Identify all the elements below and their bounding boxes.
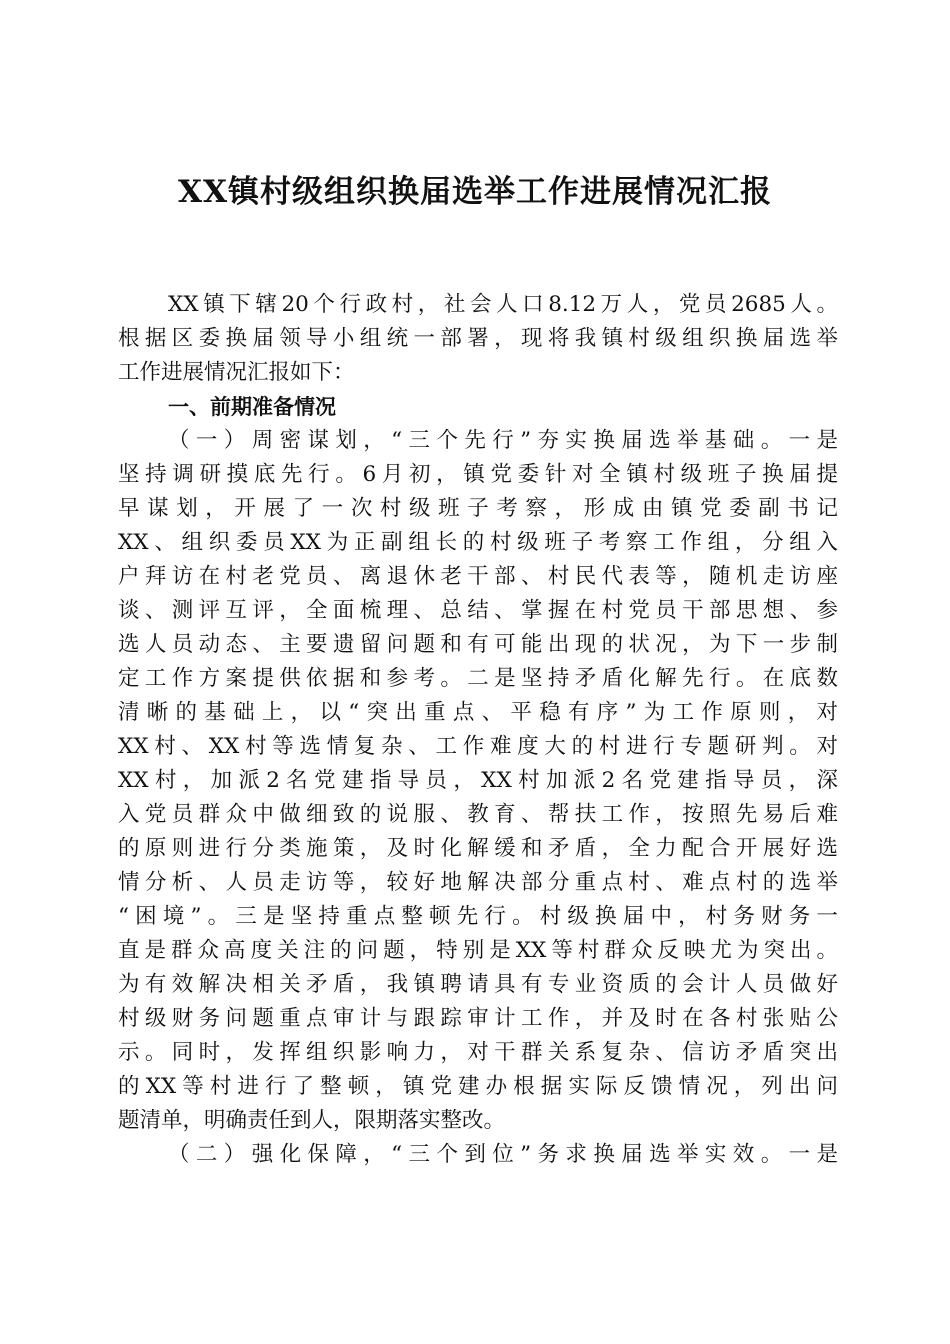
paragraph-1-line-3: 早谋划，开展了一次村级班子考察，形成由镇党委副书记 bbox=[118, 496, 838, 521]
paragraph-2-line-1: （二）强化保障，“三个到位”务求换届选举实效。一是 bbox=[168, 1142, 838, 1167]
paragraph-1-line-11: XX村，加派2名党建指导员，XX村加派2名党建指导员，深 bbox=[118, 768, 838, 793]
paragraph-1-line-19: 示。同时，发挥组织影响力，对干群关系复杂、信访矛盾突出 bbox=[118, 1040, 838, 1065]
paragraph-1-line-14: 情分析、人员走访等，较好地解决部分重点村、难点村的选举 bbox=[118, 870, 838, 895]
paragraph-1-line-18: 村级财务问题重点审计与跟踪审计工作，并及时在各村张贴公 bbox=[118, 1006, 838, 1031]
paragraph-intro-line-3: 工作进展情况汇报如下： bbox=[118, 360, 355, 385]
paragraph-1-line-5: 户拜访在村老党员、离退休老干部、村民代表等，随机走访座 bbox=[118, 564, 838, 589]
paragraph-1-line-6: 谈、测评互评，全面梳理、总结、掌握在村党员干部思想、参 bbox=[118, 598, 838, 623]
paragraph-1-line-9: 清晰的基础上，以“突出重点、平稳有序”为工作原则，对 bbox=[118, 700, 838, 725]
paragraph-1-line-1: （一）周密谋划，“三个先行”夯实换届选举基础。一是 bbox=[168, 428, 838, 453]
paragraph-1-line-12: 入党员群众中做细致的说服、教育、帮扶工作，按照先易后难 bbox=[118, 802, 838, 827]
section-heading-1: 一、前期准备情况 bbox=[168, 395, 336, 419]
paragraph-1-line-17: 为有效解决相关矛盾，我镇聘请具有专业资质的会计人员做好 bbox=[118, 972, 838, 997]
paragraph-1-line-2: 坚持调研摸底先行。6月初，镇党委针对全镇村级班子换届提 bbox=[118, 462, 838, 487]
paragraph-1-line-7: 选人员动态、主要遗留问题和有可能出现的状况，为下一步制 bbox=[118, 632, 838, 657]
paragraph-intro-line-2: 根据区委换届领导小组统一部署，现将我镇村级组织换届选举 bbox=[118, 326, 838, 351]
paragraph-1-line-4: XX、组织委员XX为正副组长的村级班子考察工作组，分组入 bbox=[118, 530, 838, 555]
paragraph-1-line-13: 的原则进行分类施策，及时化解缓和矛盾，全力配合开展好选 bbox=[118, 836, 838, 861]
paragraph-intro-line-1: XX镇下辖20个行政村，社会人口8.12万人，党员2685人。 bbox=[168, 292, 838, 317]
paragraph-1-line-8: 定工作方案提供依据和参考。二是坚持矛盾化解先行。在底数 bbox=[118, 666, 838, 691]
paragraph-1-line-21: 题清单，明确责任到人，限期落实整改。 bbox=[118, 1108, 506, 1133]
document-body bbox=[118, 288, 838, 1172]
paragraph-1-line-16: 直是群众高度关注的问题，特别是XX等村群众反映尤为突出。 bbox=[118, 938, 838, 963]
paragraph-1-line-20: 的XX等村进行了整顿，镇党建办根据实际反馈情况，列出问 bbox=[118, 1074, 838, 1099]
paragraph-1-line-15: “困境”。三是坚持重点整顿先行。村级换届中，村务财务一 bbox=[118, 904, 838, 929]
document-title: XX镇村级组织换届选举工作进展情况汇报 bbox=[177, 174, 773, 210]
paragraph-1-line-10: XX村、XX村等选情复杂、工作难度大的村进行专题研判。对 bbox=[118, 734, 838, 759]
